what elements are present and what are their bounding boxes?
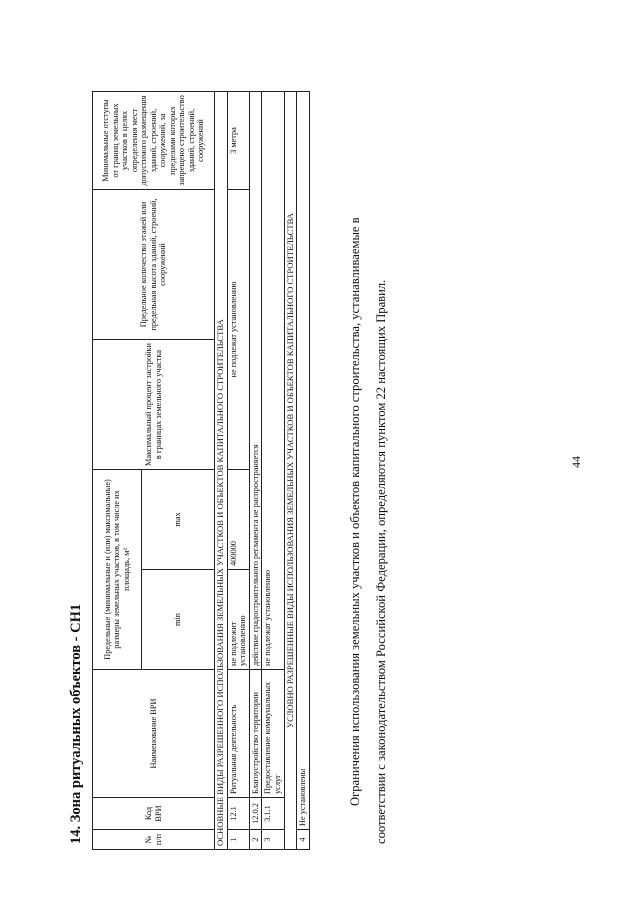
table-row — [262, 91, 284, 849]
cell-code: 3.1.1 — [262, 798, 284, 830]
table-row — [227, 91, 249, 849]
table-row — [249, 91, 262, 849]
table-row — [297, 91, 310, 849]
header-name: Наименование ВРИ — [93, 670, 215, 798]
rotated-content — [52, 20, 612, 850]
header-area-group: Предельные (минимальные и (или) максимальные) размеры земельных участков, в том числе их площадь, м² — [93, 469, 142, 669]
header-num: № п/п — [93, 830, 215, 850]
header-min: min — [142, 570, 215, 670]
section-title-basic: ОСНОВНЫЕ ВИДЫ РАЗРЕШЕННОГО ИСПОЛЬЗОВАНИЯ ЗЕМЕЛЬНЫХ УЧАСТКОВ И ОБЪЕКТОВ КАПИТАЛЬНОГО СТРОИТЕЛЬСТВА — [215, 91, 228, 849]
cell-max: 400000 — [227, 469, 249, 569]
cell-code: 12.1 — [227, 798, 249, 830]
header-percent: Максимальный процент застройки в границах земельного участка — [93, 339, 215, 469]
cell-num: 3 — [262, 830, 284, 850]
cell-name: Благоустройство территории — [249, 670, 262, 798]
page-number: 44 — [569, 456, 583, 468]
cell-num: 2 — [249, 830, 262, 850]
notes-paragraph — [342, 54, 394, 844]
zone-regulations-table — [92, 91, 310, 850]
header-setbacks: Минимальные отступы от границ земельных участков в целях определения мест допустимого размещения зданий, строений, сооружений, за пределами которых запрещено строительство зданий, строений, сооружений — [93, 91, 215, 189]
cell-merged: не подлежат установлению — [227, 189, 249, 469]
cell-code: 12.0.2 — [249, 798, 262, 830]
section-title-conditional: УСЛОВНО РАЗРЕШЕННЫЕ ВИДЫ ИСПОЛЬЗОВАНИЯ ЗЕМЕЛЬНЫХ УЧАСТКОВ И ОБЪЕКТОВ КАПИТАЛЬНОГО СТРОИТЕЛЬСТВА — [284, 91, 297, 849]
cell-span-text: действие градостроительного регламента не распространяется — [249, 91, 262, 669]
header-code: Код ВРИ — [93, 798, 215, 830]
header-floors: Предельное количество этажей или предельная высота зданий, строений, сооружений — [93, 189, 215, 339]
header-max: max — [142, 469, 215, 569]
cell-name: Предоставление коммунальных услуг — [262, 670, 284, 798]
table-header-row — [93, 91, 142, 849]
cell-name: Ритуальная деятельность — [227, 670, 249, 798]
cell-min: не подлежит установлению — [227, 570, 249, 670]
section-row — [215, 91, 228, 849]
cell-span-text: не подлежат установлению — [262, 91, 284, 669]
cell-setback: 3 метра — [227, 91, 249, 189]
notes-line-2: соответствии с законодательством Российской Федерации, определяются пунктом 22 настоящих Правил. — [374, 279, 388, 844]
cell-num: 1 — [227, 830, 249, 850]
notes-line-1: Ограничения использования земельных участков и объектов капитального строительства, устанавливаемые в — [348, 217, 362, 806]
cell-name: Не установлены — [297, 91, 310, 829]
section-row — [284, 91, 297, 849]
cell-num: 4 — [297, 830, 310, 850]
section-title: 14. Зона ритуальных объектов - СН1 — [68, 603, 84, 844]
